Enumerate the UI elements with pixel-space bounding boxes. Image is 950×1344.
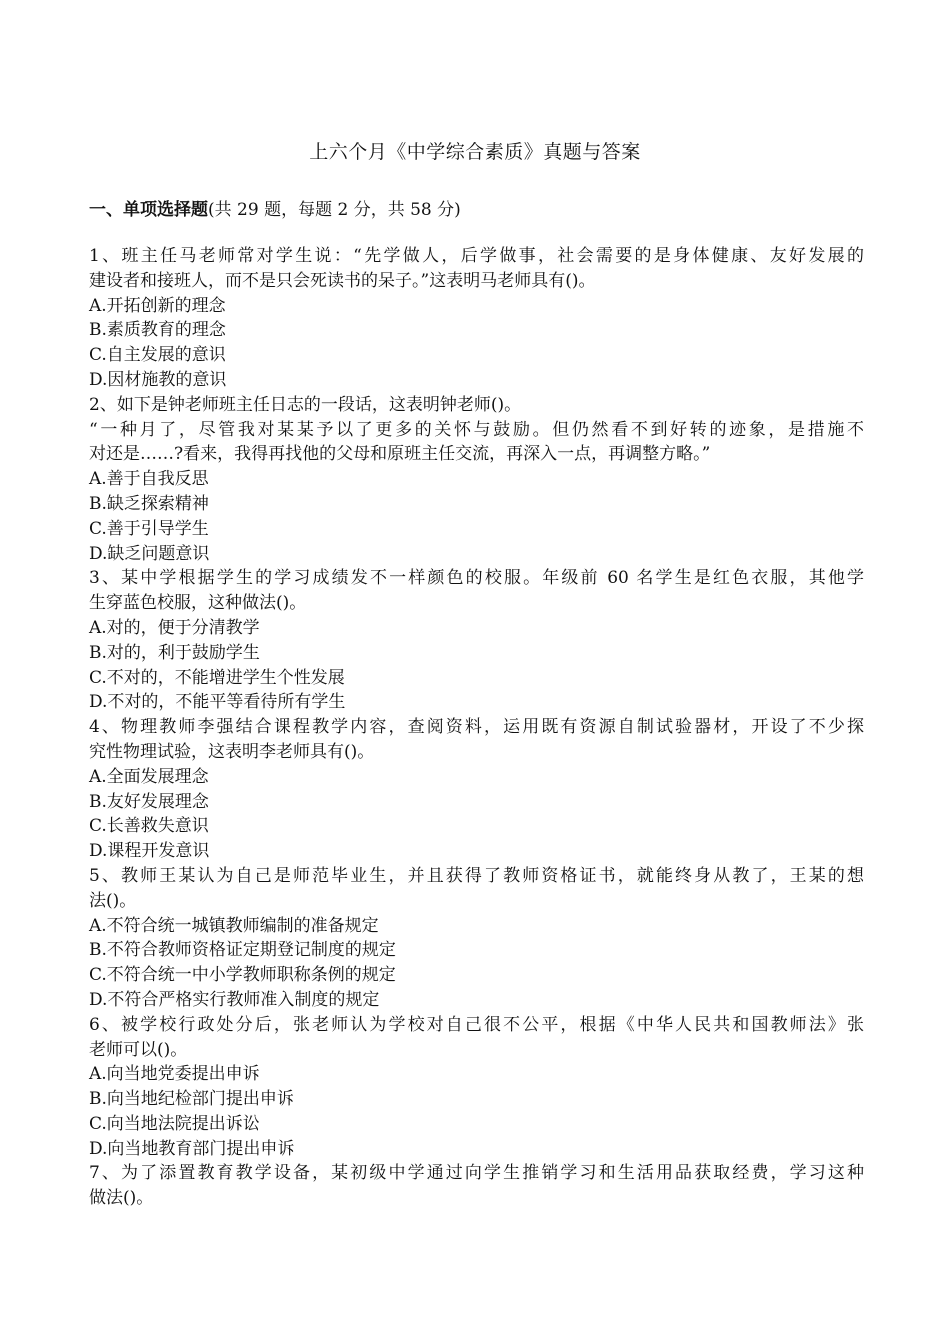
section-heading xyxy=(89,198,461,222)
option-c: C.善于引导学生 xyxy=(89,518,209,539)
question-stem-line: “一种月了，尽管我对某某予以了更多的关怀与鼓励。但仍然看不到好转的迹象，是措施不 xyxy=(89,419,864,440)
question-stem-line: 对还是……?看来，我得再找他的父母和原班主任交流，再深入一点，再调整方略。” xyxy=(89,444,711,465)
question-stem-line: 6、被学校行政处分后，张老师认为学校对自己很不公平，根据《中华人民共和国教师法》张 xyxy=(89,1014,864,1035)
question-1 xyxy=(89,244,864,393)
option-d: D.向当地教育部门提出申诉 xyxy=(89,1138,295,1159)
option-d: D.因材施教的意识 xyxy=(89,369,227,390)
option-c: C.向当地法院提出诉讼 xyxy=(89,1113,260,1134)
question-4 xyxy=(89,715,864,864)
question-stem-line: 建设者和接班人，而不是只会死读书的呆子。”这表明马老师具有()。 xyxy=(89,270,596,291)
option-a: A.不符合统一城镇教师编制的准备规定 xyxy=(89,915,379,936)
option-b: B.缺乏探索精神 xyxy=(89,493,209,514)
option-c: C.不对的，不能增进学生个性发展 xyxy=(89,667,345,688)
question-2 xyxy=(89,393,864,567)
option-c: C.自主发展的意识 xyxy=(89,345,226,366)
question-stem-line: 4、物理教师李强结合课程教学内容，查阅资料，运用既有资源自制试验器材，开设了不少探 xyxy=(89,717,864,738)
option-a: A.向当地党委提出申诉 xyxy=(89,1064,260,1085)
question-stem-line: 7、为了添置教育教学设备，某初级中学通过向学生推销学习和生活用品获取经费，学习这种 xyxy=(89,1163,864,1184)
option-a: A.善于自我反思 xyxy=(89,469,209,490)
question-stem-line: 3、某中学根据学生的学习成绩发不一样颜色的校服。年级前 60 名学生是红色衣服，其他学 xyxy=(89,568,864,589)
question-list xyxy=(89,244,864,1211)
option-b: B.素质教育的理念 xyxy=(89,320,226,341)
option-b: B.友好发展理念 xyxy=(89,791,209,812)
question-stem-line: 法()。 xyxy=(89,890,137,911)
option-d: D.课程开发意识 xyxy=(89,841,210,862)
section-heading-note: (共 29 题，每题 2 分，共 58 分) xyxy=(208,200,461,220)
option-b: B.不符合教师资格证定期登记制度的规定 xyxy=(89,940,396,961)
option-c: C.长善救失意识 xyxy=(89,816,209,837)
document-title: 上六个月《中学综合素质》真题与答案 xyxy=(309,141,641,163)
option-c: C.不符合统一中小学教师职称条例的规定 xyxy=(89,965,396,986)
option-a: A.全面发展理念 xyxy=(89,766,209,787)
option-b: B.对的，利于鼓励学生 xyxy=(89,642,260,663)
option-a: A.开拓创新的理念 xyxy=(89,295,226,316)
question-7 xyxy=(89,1161,864,1211)
section-heading-label: 一、单项选择题 xyxy=(89,200,208,220)
option-a: A.对的，便于分清教学 xyxy=(89,617,260,638)
question-stem-line: 2、如下是钟老师班主任日志的一段话，这表明钟老师()。 xyxy=(89,394,522,415)
option-b: B.向当地纪检部门提出申诉 xyxy=(89,1089,294,1110)
question-stem-line: 老师可以()。 xyxy=(89,1039,188,1060)
question-stem-line: 生穿蓝色校服，这种做法()。 xyxy=(89,593,307,614)
question-6 xyxy=(89,1013,864,1162)
question-stem-line: 做法()。 xyxy=(89,1188,154,1209)
option-d: D.不对的，不能平等看待所有学生 xyxy=(89,692,346,713)
option-d: D.不符合严格实行教师准入制度的规定 xyxy=(89,989,380,1010)
question-stem-line: 究性物理试验，这表明李老师具有()。 xyxy=(89,741,375,762)
option-d: D.缺乏问题意识 xyxy=(89,543,210,564)
question-stem-line: 5、教师王某认为自己是师范毕业生，并且获得了教师资格证书，就能终身从教了，王某的想 xyxy=(89,865,864,886)
question-5 xyxy=(89,864,864,1013)
question-stem-line: 1、班主任马老师常对学生说：“先学做人，后学做事，社会需要的是身体健康、友好发展的 xyxy=(89,246,864,266)
question-3 xyxy=(89,566,864,715)
